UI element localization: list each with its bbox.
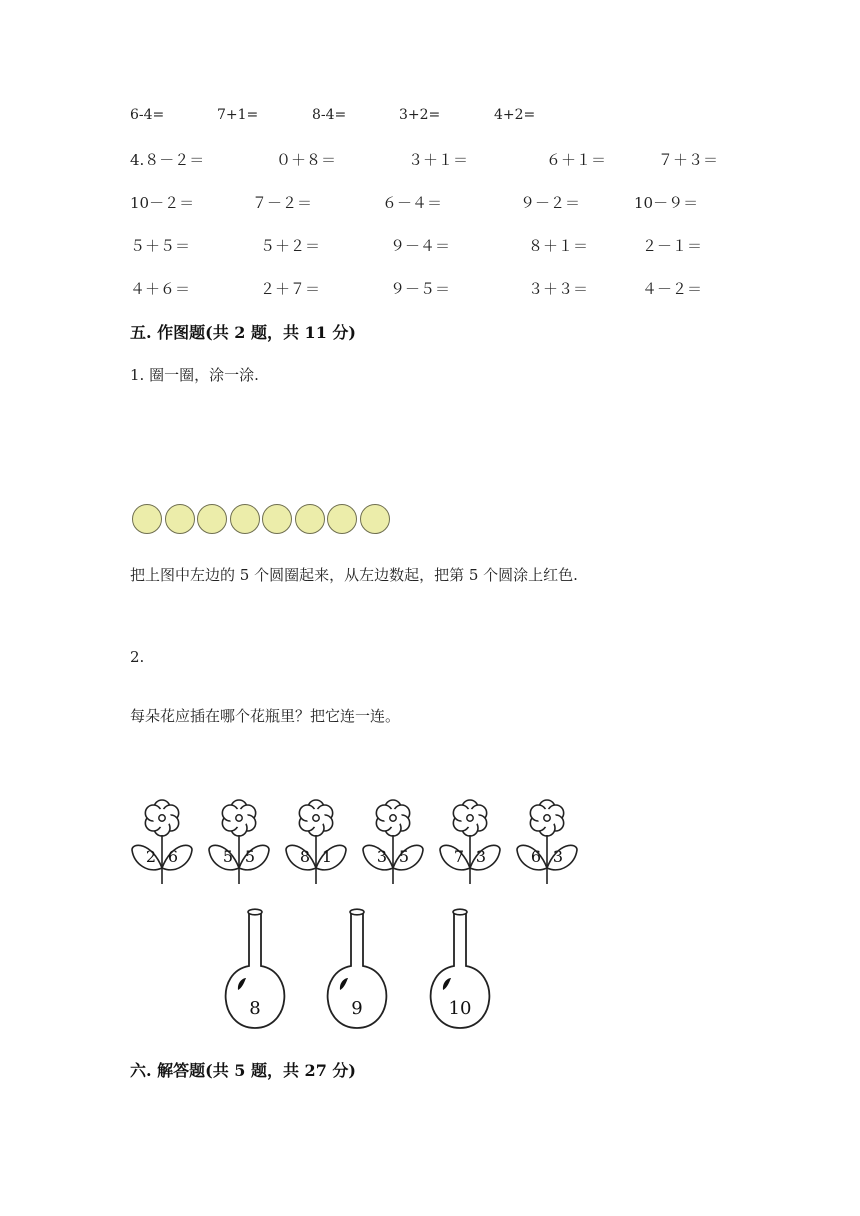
- equation: ３＋１＝: [408, 151, 469, 169]
- circle-4: [230, 504, 260, 534]
- circle-7: [327, 504, 357, 534]
- question-1-title: 1. 圈一圈，涂一涂.: [130, 366, 259, 384]
- equation: 10－２＝: [130, 194, 195, 212]
- flower-left-number: 2: [145, 847, 157, 866]
- equation-row-2: [0, 149, 860, 173]
- flower-1: [132, 800, 192, 884]
- flower-3: [286, 800, 346, 884]
- equation: 8-4=: [312, 107, 347, 123]
- equation: 3+2=: [399, 107, 441, 123]
- question-2-number: 2.: [130, 648, 145, 666]
- flower-4: [363, 800, 423, 884]
- circle-row: [132, 504, 402, 540]
- circle-5: [262, 504, 292, 534]
- equation: ２＋７＝: [260, 280, 321, 298]
- equation: ２－１＝: [642, 237, 703, 255]
- section-six-title: 六. 解答题(共 5 题，共 27 分): [130, 1061, 356, 1080]
- equation: ９－４＝: [390, 237, 451, 255]
- flower-left-number: 6: [530, 847, 542, 866]
- vase-number: 9: [351, 998, 363, 1019]
- question-2-instruction: 每朵花应插在哪个花瓶里？把它连一连。: [130, 707, 401, 725]
- flower-6: [517, 800, 577, 884]
- flower-2: [209, 800, 269, 884]
- equation: ４－２＝: [642, 280, 703, 298]
- equation: ５＋５＝: [130, 237, 191, 255]
- flower-left-number: 3: [376, 847, 388, 866]
- equation: ４＋６＝: [130, 280, 191, 298]
- circle-6: [295, 504, 325, 534]
- vase-number: 10: [448, 998, 472, 1019]
- flower-right-number: 3: [552, 847, 564, 866]
- equation: 6-4=: [130, 107, 165, 123]
- equation: ７－２＝: [252, 194, 313, 212]
- flower-left-number: 8: [299, 847, 311, 866]
- equation-row-1: [0, 107, 860, 131]
- equation: 4+2=: [494, 107, 536, 123]
- equation: ９－５＝: [390, 280, 451, 298]
- equation: ７＋３＝: [658, 151, 719, 169]
- vase-number: 8: [249, 998, 261, 1019]
- flower-left-number: 5: [222, 847, 234, 866]
- vase-3: [431, 909, 490, 1028]
- flower-left-number: 7: [453, 847, 465, 866]
- vase-2: [328, 909, 387, 1028]
- flower-right-number: 5: [398, 847, 410, 866]
- flower-right-number: 1: [321, 847, 333, 866]
- equation: ８＋１＝: [528, 237, 589, 255]
- flower-5: [440, 800, 500, 884]
- section-five-title: 五. 作图题(共 2 题，共 11 分): [130, 323, 356, 342]
- circle-3: [197, 504, 227, 534]
- circle-8: [360, 504, 390, 534]
- equation: ９－２＝: [520, 194, 581, 212]
- equation: ６－４＝: [382, 194, 443, 212]
- equation-row-4: [0, 235, 860, 259]
- vase-1: [226, 909, 285, 1028]
- equation-row-5: [0, 278, 860, 302]
- equation: 4.８－２＝: [130, 151, 205, 169]
- flowers-and-vases-figure: [120, 780, 600, 1040]
- equation: ３＋３＝: [528, 280, 589, 298]
- equation: 10－９＝: [634, 194, 699, 212]
- equation: 7+1=: [217, 107, 259, 123]
- equation: ０＋８＝: [276, 151, 337, 169]
- question-1-instruction: 把上图中左边的 5 个圆圈起来，从左边数起，把第 5 个圆涂上红色.: [130, 566, 578, 584]
- circle-1: [132, 504, 162, 534]
- circle-2: [165, 504, 195, 534]
- equation: ６＋１＝: [546, 151, 607, 169]
- flower-right-number: 5: [244, 847, 256, 866]
- equation: ５＋２＝: [260, 237, 321, 255]
- flower-right-number: 6: [167, 847, 179, 866]
- equation-row-3: [0, 192, 860, 216]
- flower-right-number: 3: [475, 847, 487, 866]
